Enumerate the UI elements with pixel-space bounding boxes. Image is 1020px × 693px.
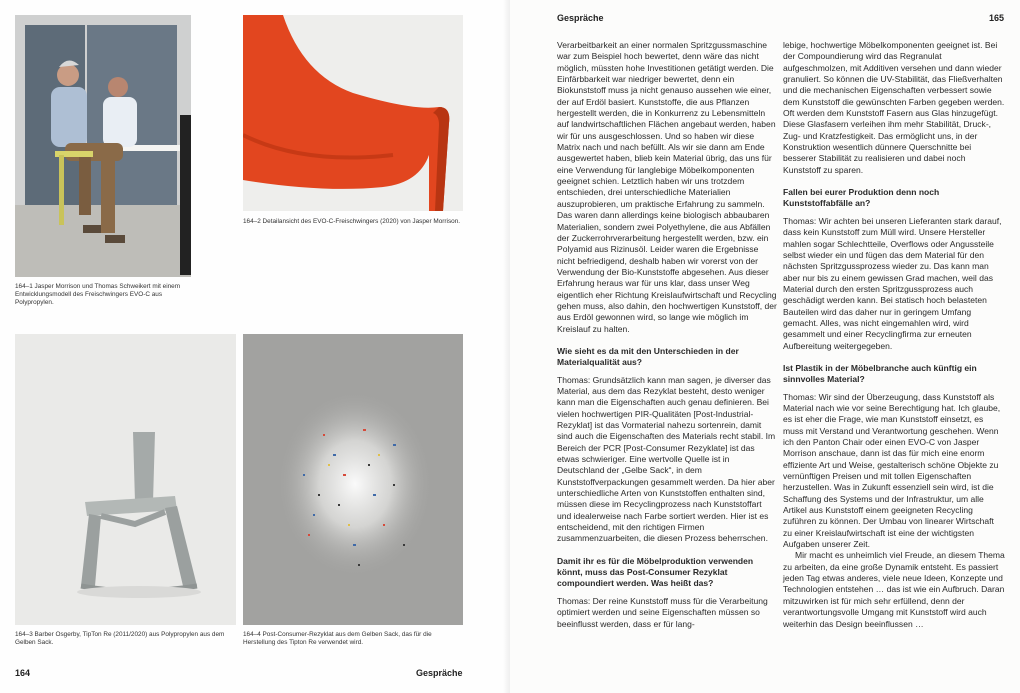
photo-tipton-re bbox=[15, 334, 236, 625]
caption-164-4: 164–4 Post-Consumer-Rezyklat aus dem Gelben Sack, das für die Herstellung des Tipton Re verwendet wird. bbox=[243, 631, 432, 646]
running-head-right: Gespräche bbox=[557, 13, 604, 23]
running-head-left: Gespräche bbox=[416, 668, 463, 678]
paragraph: Thomas: Wir achten bei unseren Lieferanten stark darauf, dass kein Kunststoff zum Müll wird. Unsere Hersteller mahlen sogar Schlechtteile, Overflows oder Angussteile selbst wieder ein und fügen das dem Material für den nächsten Spritzgussprozess wieder zu. Das kann man aber nur bis zu einem gewissen Grad machen, weil das Material durch den ersten Spritzgussprozess auch geschädigt werden kann. Bei statisch hoch belasteten Bauteilen wird das daher nur in geringem Umfang gemacht. Alles, was nicht eingemahlen wird, wird gesammelt und einer Recyclingfirma zur erneuten Aufbereitung weitergegeben. bbox=[783, 215, 1002, 351]
paragraph: Thomas: Der reine Kunststoff muss für die Verarbeitung optimiert werden und seine Eigenschaften müssen so beeinflusst werden, dass er für lang- bbox=[557, 595, 768, 629]
folio-right: 165 bbox=[989, 13, 1005, 23]
caption-164-3: 164–3 Barber Osgerby, TipTon Re (2011/2020) aus Polypropylen aus dem Gelben Sack. bbox=[15, 631, 225, 646]
paragraph: Verarbeitbarkeit an einer normalen Spritzgussmaschine war zum Beispiel hoch bewertet, denn wäre das nicht möglich, müssten hohe Investitionen getätigt werden. Die Einfärbbarkeit war niedriger bewertet, denn ein Biokunststoff muss ja nicht genauso aussehen wie einer, der auf Erdöl basiert. Kunststoffe, die aus Pflanzen hergestellt werden, die in Konkurrenz zu Lebensmitteln auf landwirtschaftlichen Flächen angebaut werden, haben wir für uns ausgeschlossen. Und so haben wir diese Matrix nach und nach befüllt. Als wir sie dann am Ende ausgewertet haben, blieb kein Material übrig, das uns für eine Verwendung für langlebige Möbelkomponenten geeignet schien. Letztlich haben wir uns trotzdem entschieden, drei unterschiedliche Materialien auszuprobieren, um praktische Erfahrung zu sammeln. Das waren dann allerdings keine biologisch abbaubaren Materialien, sondern zwei Polyethylene, die aus Abfällen der Zuckerrohrverarbeitung hergestellt werden, bzw. ein Polyamid aus Rizinusöl. Leider waren die Ergebnisse nicht befriedigend, deshalb haben wir vorerst von der Verwendung der Bio-Kunststoffe abgesehen. Aus dieser Erfahrung heraus war für uns klar, dass unser Weg eigentlich eher Richtung Kreislaufwirtschaft und Recycling gehen muss, also dahin, den hochwertigen Kunststoff, der aus Erdöl gewonnen wird, so lange wie möglich im Kreislauf zu halten. bbox=[557, 40, 777, 334]
interview-question: Damit ihr es für die Möbelproduktion verwenden könnt, muss das Post-Consumer Rezyklat compoundiert werden. Was heißt das? bbox=[557, 555, 754, 589]
paragraph: Mir macht es unheimlich viel Freude, an diesem Thema zu arbeiten, da eine große Dynamik entsteht. Es passiert jeden Tag etwas anderes, viele neue Ideen, Konzepte und Technologien entstehen … das ist wie ein Aufbruch. Daran mitzuwirken ist für mich sehr erfüllend, denn der verantwortungsvolle Umgang mit Kunststoff wird auch weiterhin das Design beeinflussen … bbox=[783, 550, 1005, 629]
folio-left: 164 bbox=[15, 668, 31, 678]
interview-question: Wie sieht es da mit den Unterschieden in der Materialqualität aus? bbox=[557, 345, 739, 368]
paragraph: lebige, hochwertige Möbelkomponenten geeignet ist. Bei der Compoundierung wird das Regranulat aufgeschmolzen, mit Additiven versehen und dann wieder granuliert. So können die UV-Stabilität, das Fließverhalten und die mechanischen Eigenschaften verbessert sowie dem Kunststoff die gewünschten Farben gegeben werden. Oft werden dem Kunststoff Fasern aus Glas hinzugefügt. Diese Glasfasern verleihen ihm mehr Stabilität, Druck-, Zug- und Kratzfestigkeit. Das ermöglicht uns, in der Konstruktion wesentlich dünnere Querschnitte bei besserer Stabilität zu realisieren und dabei noch Kunststoff zu sparen. bbox=[783, 40, 1005, 175]
paragraph: Thomas: Grundsätzlich kann man sagen, je diverser das Material, aus dem das Rezyklat besteht, desto weniger kann man die Eigenschaften auch genau definieren. Bei vielen hochwertigen PIR-Qualitäten [Post-Industrial-Rezyklat] ist das Vormaterial nahezu sortenrein, damit sind auch die Eigenschaften des Materials recht stabil. Im Bereich der PCR [Post-Consumer Rezyklate] ist das etwas schwieriger. Eine wertvolle Quelle ist in Deutschland der „Gelbe Sack“, in dem Kunststoffverpackungen gesammelt werden. Da hier aber unterschiedliche Arten von Kunststoffen enthalten sind, müssen diese im Recyclingprozess nach Kunststoffart und idealerweise nach Farbe sortiert werden. Hier ist es entscheidend, mit den richtigen Firmen zusammenzuarbeiten, die diesen Prozess beherrschen. bbox=[557, 374, 776, 544]
paragraph: Thomas: Wir sind der Überzeugung, dass Kunststoff als Material nach wie vor seine Berechtigung hat. Ich glaube, es ist eher die Frage, wie man Kunststoff einsetzt, es muss mit Verstand und Verantwortung geschehen. Wenn ich den Panton Chair oder einen EVO-C von Jasper Morrison anschaue, dann ist das für mich eine enorm effiziente Art und Weise, gestalterisch schöne Objekte zu vernünftigen Preisen und mit tollen Eigenschaften herzustellen. Was in Zukunft essenziell sein wird, ist die Schaffung des Systems und der Infrastruktur, um alle Artikel aus Kunststoff einem geeigneten Recycling zuführen zu können. Der Umbau von linearer Wirtschaft zu einer Kreislaufwirtschaft ist eine der wichtigsten Aufgaben unserer Zeit. bbox=[783, 391, 1001, 550]
caption-164-1: 164–1 Jasper Morrison und Thomas Schweikert mit einem Entwicklungsmodell des Freischwingers EVO-C aus Polypropylen. bbox=[15, 283, 181, 306]
caption-164-2: 164–2 Detailansicht des EVO-C-Freischwingers (2020) von Jasper Morrison. bbox=[243, 218, 461, 225]
photo-evo-c-detail bbox=[243, 15, 463, 211]
interview-question: Ist Plastik in der Möbelbranche auch künftig ein sinnvolles Material? bbox=[783, 362, 977, 385]
text-column-1 bbox=[557, 40, 777, 641]
interview-question: Fallen bei eurer Produktion denn noch Kunststoffabfälle an? bbox=[783, 187, 940, 209]
text-column-2 bbox=[783, 40, 1005, 630]
photo-recyclate-flakes bbox=[243, 334, 463, 625]
photo-morrison-schweikert bbox=[15, 15, 191, 277]
right-page bbox=[510, 0, 1020, 693]
